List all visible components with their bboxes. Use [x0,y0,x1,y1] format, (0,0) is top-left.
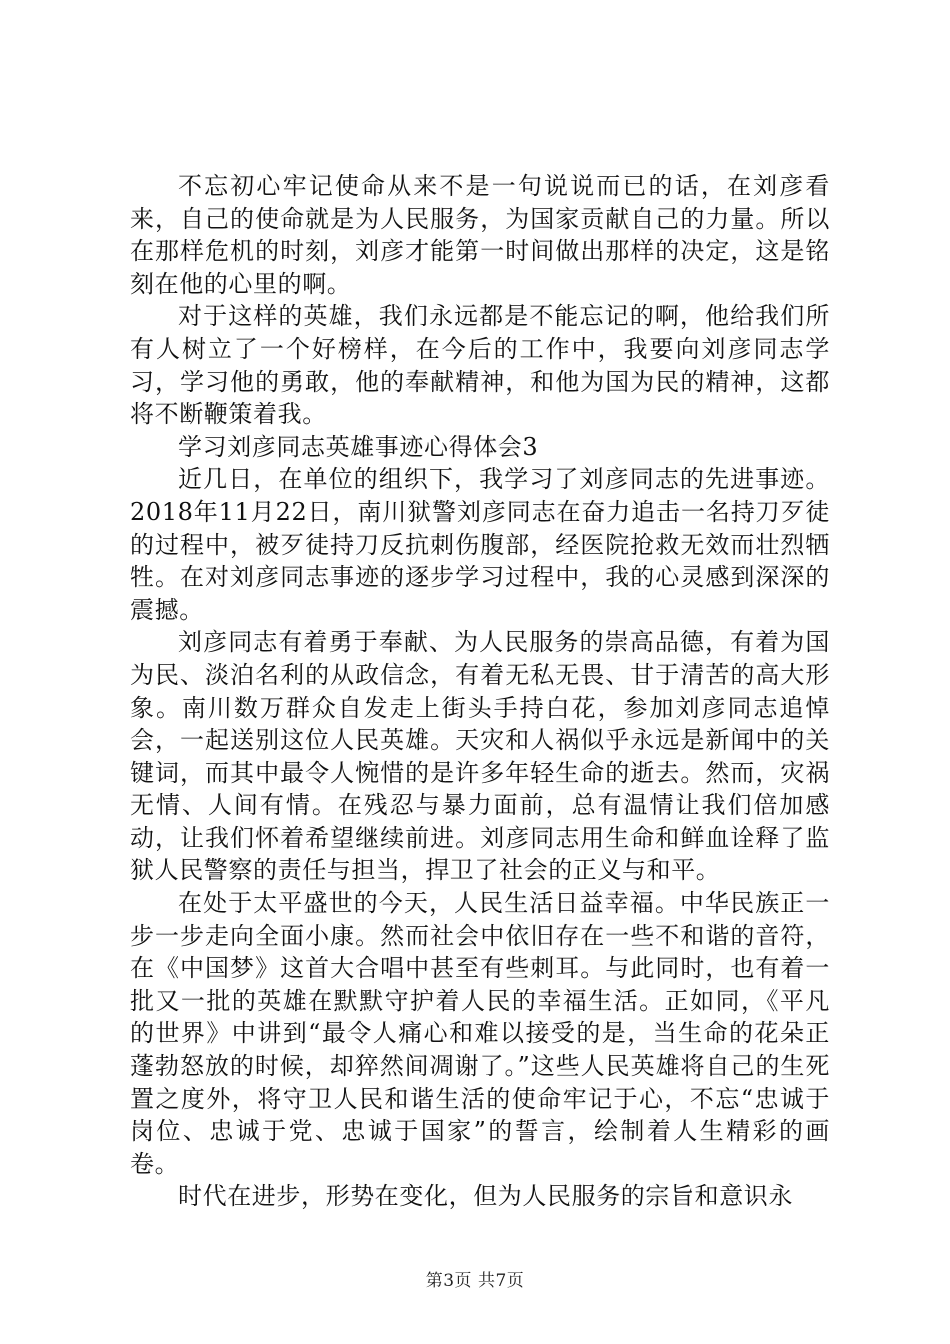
section-heading: 学习刘彦同志英雄事迹心得体会3 [178,432,539,461]
paragraph-6: 时代在进步，形势在变化，但为人民服务的宗旨和意识永 [178,1182,793,1211]
paragraph-4: 刘彦同志有着勇于奉献、为人民服务的崇高品德，有着为国为民、淡泊名利的从政信念，有着无私无畏、甘于清苦的高大形象。南川数万群众自发走上街头手持白花，参加刘彦同志追悼会，一起送别这位人民英雄。天灾和人祸似乎永远是新闻中的关键词，而其中最令人惋惜的是许多年轻生命的逝去。然而，灾祸无情、人间有情。在残忍与暴力面前，总有温情让我们倍加感动，让我们怀着希望继续前进。刘彦同志用生命和鲜血诠释了监狱人民警察的责任与担当，捍卫了社会的正义与和平。 [130,628,830,885]
document-body [130,170,830,1213]
paragraph-3: 近几日，在单位的组织下，我学习了刘彦同志的先进事迹。2018年11月22日，南川狱警刘彦同志在奋力追击一名持刀歹徒的过程中，被歹徒持刀反抗刺伤腹部，经医院抢救无效而壮烈牺牲。在对刘彦同志事迹的逐步学习过程中，我的心灵感到深深的震撼。 [130,465,830,624]
page-footer: 第3页 共7页 [425,1271,525,1291]
paragraph-2: 对于这样的英雄，我们永远都是不能忘记的啊，他给我们所有人树立了一个好榜样，在今后的工作中，我要向刘彦同志学习，学习他的勇敢，他的奉献精神，和他为国为民的精神，这都将不断鞭策着我。 [130,302,830,429]
paragraph-1: 不忘初心牢记使命从来不是一句说说而已的话，在刘彦看来，自己的使命就是为人民服务，为国家贡献自己的力量。所以在那样危机的时刻，刘彦才能第一时间做出那样的决定，这是铭刻在他的心里的啊。 [130,172,830,298]
paragraph-5: 在处于太平盛世的今天，人民生活日益幸福。中华民族正一步一步走向全面小康。然而社会中依旧存在一些不和谐的音符，在《中国梦》这首大合唱中甚至有些刺耳。与此同时，也有着一批又一批的英雄在默默守护着人民的幸福生活。正如同，《平凡的世界》中讲到“最令人痛心和难以接受的是，当生命的花朵正蓬勃怒放的时候，却猝然间凋谢了。”这些人民英雄将自己的生死置之度外，将守卫人民和谐生活的使命牢记于心，不忘“忠诚于岗位、忠诚于党、忠诚于国家”的誓言，绘制着人生精彩的画卷。 [130,889,830,1178]
